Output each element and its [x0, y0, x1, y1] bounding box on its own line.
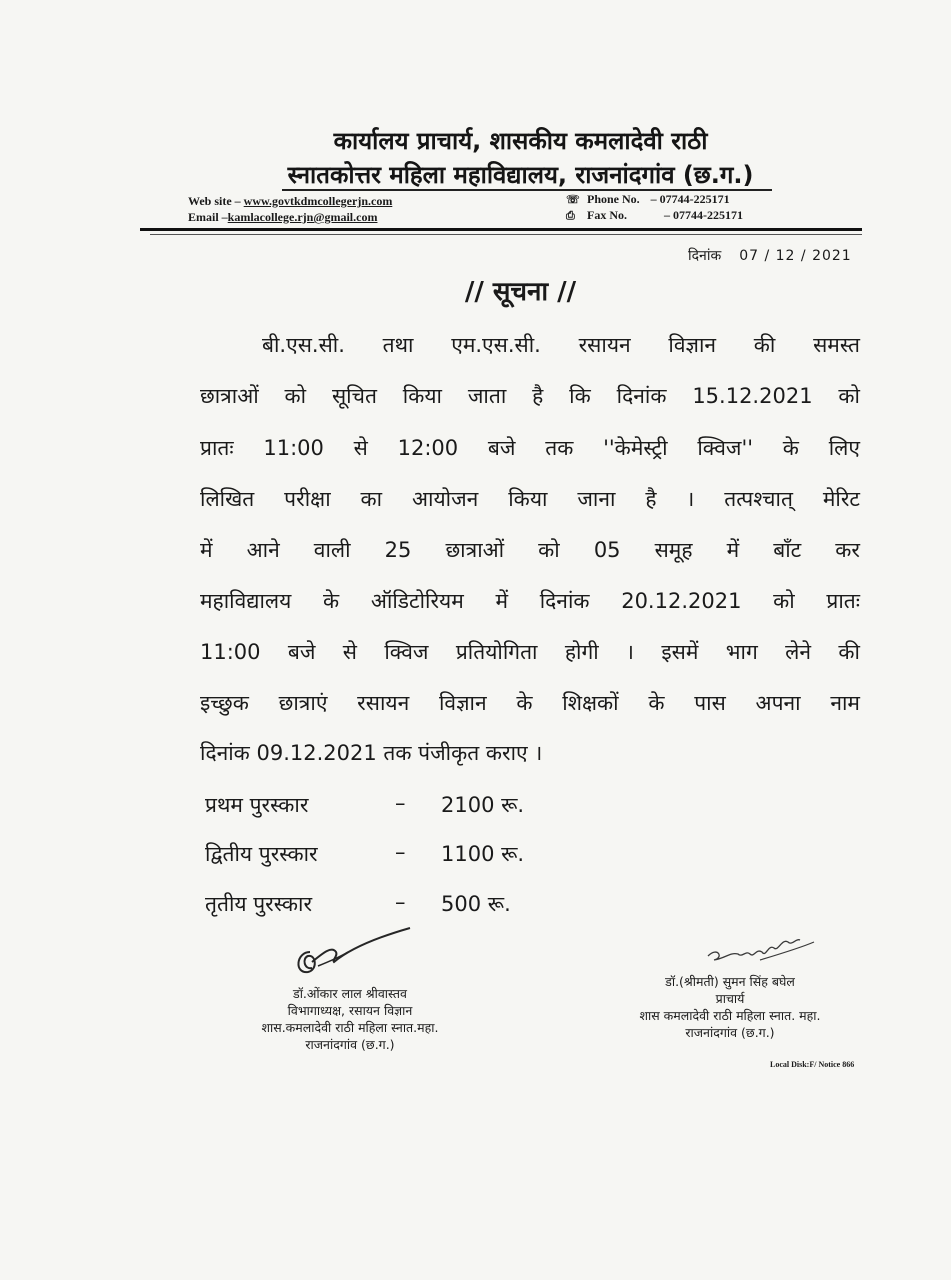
fax-icon: ⎙	[566, 210, 575, 222]
prize-amount: 2100 रू.	[441, 793, 525, 817]
right-signatory-institution: शास कमलादेवी राठी महिला स्नात. महा.	[639, 1008, 821, 1023]
body-line: इच्छुक छात्राएं रसायन विज्ञान के शिक्षकों के पास अपना नाम	[200, 691, 860, 715]
left-signatory-place: राजनांदगांव (छ.ग.)	[305, 1037, 395, 1052]
prize-row-third	[205, 890, 511, 918]
fax-label: Fax No.	[587, 208, 627, 222]
notice-title: // सूचना //	[464, 277, 577, 307]
body-line: प्रातः 11:00 से 12:00 बजे तक ''केमेस्ट्री क्विज'' के लिए	[200, 436, 860, 460]
email-link[interactable]: kamlacollege.rjn@gmail.com	[227, 210, 378, 224]
left-signatory-block	[200, 985, 500, 1053]
file-reference-note: Local Disk:F/ Notice 866	[770, 1060, 855, 1069]
prize-amount: 1100 रू.	[441, 842, 525, 866]
office-header-line1: कार्यालय प्राचार्य, शासकीय कमलादेवी राठी	[333, 127, 708, 155]
header-divider-thin	[150, 234, 862, 235]
prize-label: प्रथम पुरस्कार	[205, 793, 309, 817]
header-underline	[282, 189, 772, 191]
prize-row-second	[205, 840, 525, 868]
fax-number: – 07744-225171	[664, 208, 743, 222]
prize-amount: 500 रू.	[441, 892, 511, 916]
left-signatory-designation: विभागाध्यक्ष, रसायन विज्ञान	[287, 1003, 413, 1018]
right-signature-image	[700, 928, 820, 974]
email-label: Email –	[188, 210, 228, 224]
email-line	[188, 210, 377, 225]
website-link[interactable]: www.govtkdmcollegerjn.com	[243, 194, 393, 208]
prize-label: द्वितीय पुरस्कार	[205, 842, 318, 866]
phone-icon: ☏	[566, 194, 580, 206]
right-signatory-name: डॉ.(श्रीमती) सुमन सिंह बघेल	[665, 974, 795, 989]
body-line: महाविद्यालय के ऑडिटोरियम में दिनांक 20.12.2021 को प्रातः	[200, 589, 860, 613]
left-signature-image	[288, 922, 418, 984]
body-line: छात्राओं को सूचित किया जाता है कि दिनांक 15.12.2021 को	[200, 384, 860, 408]
phone-label: Phone No.	[587, 192, 640, 206]
notice-date	[688, 246, 852, 265]
website-line	[188, 194, 392, 209]
date-value: 07 / 12 / 2021	[739, 248, 852, 264]
body-line: 11:00 बजे से क्विज प्रतियोगिता होगी । इसमें भाग लेने की	[200, 640, 860, 664]
body-line: बी.एस.सी. तथा एम.एस.सी. रसायन विज्ञान की समस्त	[262, 333, 860, 357]
body-line: में आने वाली 25 छात्राओं को 05 समूह में बाँट कर	[200, 538, 860, 562]
office-header-line2: स्नातकोत्तर महिला महाविद्यालय, राजनांदगांव (छ.ग.)	[287, 161, 754, 189]
fax-line	[566, 208, 743, 223]
header-divider-thick	[140, 228, 862, 231]
right-signatory-designation: प्राचार्य	[715, 991, 745, 1006]
body-line: लिखित परीक्षा का आयोजन किया जाना है । तत्पश्चात् मेरिट	[200, 487, 860, 511]
phone-line	[566, 192, 730, 207]
prize-label: तृतीय पुरस्कार	[205, 892, 313, 916]
prize-row-first	[205, 791, 525, 819]
phone-number: – 07744-225171	[650, 192, 730, 206]
prize-dash: –	[395, 840, 406, 864]
prize-dash: –	[395, 890, 406, 914]
prize-dash: –	[395, 791, 406, 815]
right-signatory-place: राजनांदगांव (छ.ग.)	[685, 1025, 775, 1040]
right-signatory-block	[580, 973, 880, 1041]
body-line: दिनांक 09.12.2021 तक पंजीकृत कराए ।	[200, 741, 543, 765]
website-label: Web site –	[188, 194, 241, 208]
left-signatory-name: डॉ.ओंकार लाल श्रीवास्तव	[293, 986, 407, 1001]
date-label: दिनांक	[688, 248, 722, 264]
left-signatory-institution: शास.कमलादेवी राठी महिला स्नात.महा.	[261, 1020, 439, 1035]
